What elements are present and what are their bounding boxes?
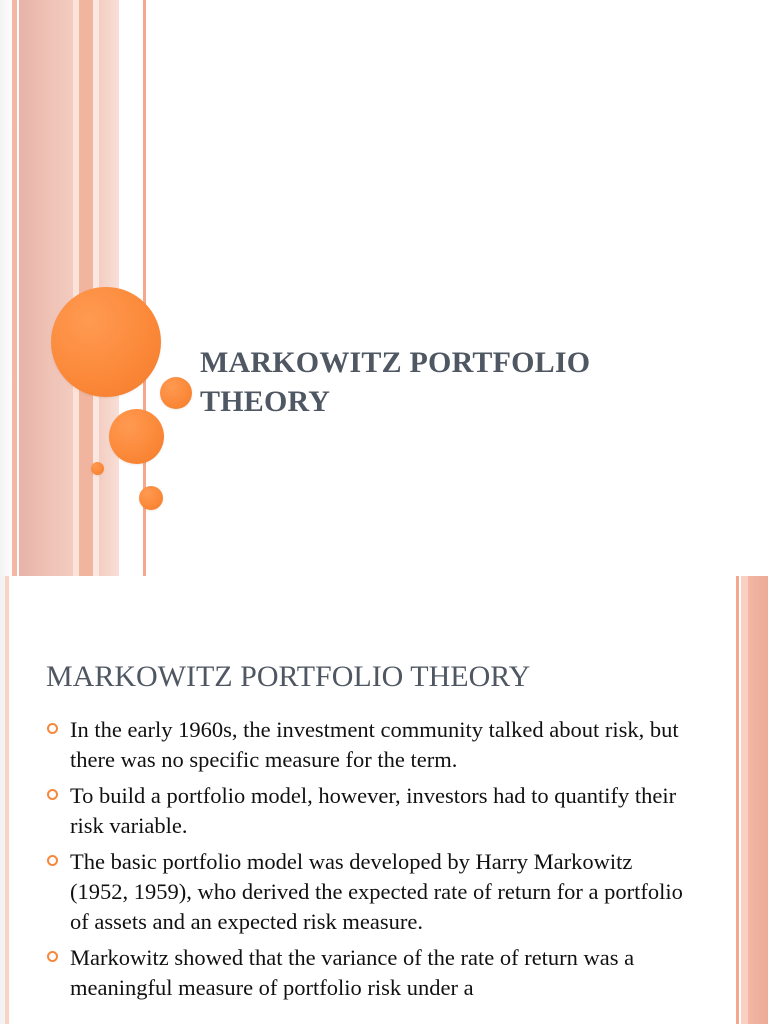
orange-circle-icon xyxy=(160,377,192,409)
list-item xyxy=(46,943,686,1003)
decorative-band xyxy=(12,0,17,576)
orange-circle-icon xyxy=(109,409,164,464)
decorative-band xyxy=(736,576,739,1024)
list-item-text: Markowitz showed that the variance of the rate of return was a meaningful measure of portfolio risk under a xyxy=(70,945,635,1000)
list-item xyxy=(46,715,686,775)
decorative-band xyxy=(19,0,73,576)
orange-circle-icon xyxy=(139,486,163,510)
orange-circle-icon xyxy=(51,287,161,397)
list-item-text: In the early 1960s, the investment community talked about risk, but there was no specific measure for the term. xyxy=(70,717,679,772)
circle-bullet-icon xyxy=(47,855,58,866)
slide-edge xyxy=(0,0,12,576)
bullet-list xyxy=(46,715,686,1009)
content-slide xyxy=(0,576,768,1024)
decorative-band xyxy=(748,576,768,1024)
list-item-text: To build a portfolio model, however, investors had to quantify their risk variable. xyxy=(70,783,677,838)
circle-bullet-icon xyxy=(47,723,58,734)
list-item-text: The basic portfolio model was developed by Harry Markowitz (1952, 1959), who derived the expected rate of return for a portfolio of assets and an expected risk measure. xyxy=(70,849,683,934)
list-item xyxy=(46,781,686,841)
slide-title: MARKOWITZ PORTFOLIO THEORY xyxy=(200,346,591,418)
orange-circle-icon xyxy=(91,462,104,475)
slide-heading: MARKOWITZ PORTFOLIO THEORY xyxy=(46,660,531,693)
decorative-band xyxy=(5,576,9,1024)
circle-bullet-icon xyxy=(47,789,58,800)
list-item xyxy=(46,847,686,937)
decorative-band xyxy=(741,576,748,1024)
circle-bullet-icon xyxy=(47,951,58,962)
